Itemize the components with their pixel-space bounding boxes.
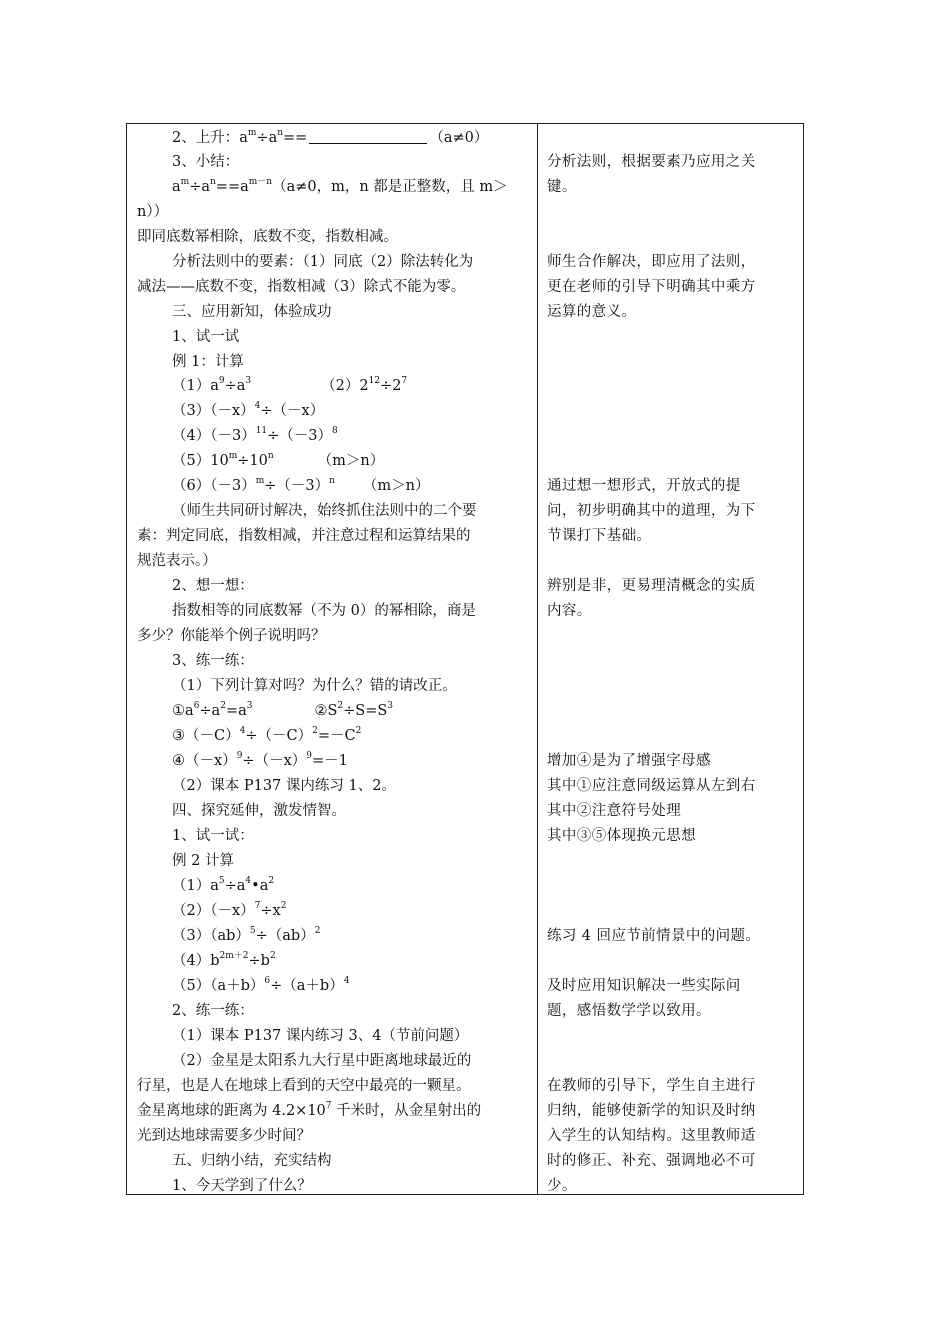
exercise-line: $(5)10^m\div 10^n$ （m＞n） (172, 451, 385, 469)
left-line: （师生共同研讨解决，始终抓住法则中的二个要 (172, 503, 477, 519)
note-line: 其中③⑤体现换元思想 (547, 828, 696, 844)
left-line: 2、上升：$a^m\div a^n== (a\ne 0)$ (172, 128, 489, 146)
exercise-line: $(3)(-x)^4\div(-x)$ (172, 401, 325, 419)
left-line: （1）下列计算对吗？为什么？错的请改正。 (172, 678, 457, 694)
note-line: 通过想一想形式，开放式的提 (547, 478, 741, 494)
note-line: 时的修正、补充、强调地必不可 (547, 1153, 756, 1169)
exercise-line: $(4)b^{2m+2}\div b^2$ (172, 951, 276, 969)
left-line: $a^m\div a^n==a^{m-n}(a\ne 0$，m，n 都是正整数，且 m＞ (172, 177, 508, 195)
note-line: 入学生的认知结构。这里教师适 (547, 1128, 756, 1144)
left-line: 例 2 计算 (172, 853, 234, 869)
note-line: 其中①应注意同级运算从左到右 (547, 778, 756, 794)
note-line: 更在老师的引导下明确其中乘方 (547, 279, 756, 295)
exercise-line: $(6)(-3)^m\div(-3)^n$ （m＞n） (172, 476, 430, 494)
section-heading: 五、归纳小结，充实结构 (172, 1153, 332, 1169)
exercise-line: （3）（ab）$^5$÷（ab）$^2$ (172, 926, 321, 944)
left-line: 1、今天学到了什么？ (172, 1178, 312, 1194)
note-line: 少。 (547, 1178, 577, 1194)
left-line: 即同底数幂相除，底数不变，指数相减。 (137, 229, 398, 245)
left-line: 例 1：计算 (172, 354, 244, 370)
left-line: （2）金星是太阳系九大行星中距离地球最近的 (172, 1053, 472, 1069)
left-line: 2、想一想： (172, 578, 254, 594)
left-line: （2）课本 P137 课内练习 1、2。 (172, 778, 396, 794)
left-line: 3、练一练： (172, 653, 254, 669)
exercise-line: $(5)(a+b)^6\div(a+b)^4$ (172, 976, 350, 994)
note-line: 辨别是非，更易理清概念的实质 (547, 578, 756, 594)
left-line: 分析法则中的要素：（1）同底（2）除法转化为 (172, 254, 474, 270)
note-line: 问，初步明确其中的道理，为下 (547, 503, 756, 519)
exercise-line: $(1)a^9\div a^3$ $(2)2^{12}\div 2^7$ (172, 376, 408, 394)
section-heading: 三、应用新知，体验成功 (172, 304, 332, 320)
note-line: 及时应用知识解决一些实际问 (547, 978, 741, 994)
left-line: 多少？你能举个例子说明吗？ (137, 628, 326, 644)
note-line: 分析法则，根据要素乃应用之关 (547, 154, 756, 170)
exercise-line: $(1)a^5\div a^4•a^2$ (172, 876, 275, 894)
note-line: 师生合作解决，即应用了法则， (547, 254, 756, 270)
exercise-line: $(4)(-3)^{11}\div(-3)^8$ (172, 426, 338, 444)
left-line: 金星离地球的距离为 $4.2\times 10^7$ 千米时，从金星射出的 (137, 1101, 482, 1119)
note-line: 节课打下基础。 (547, 528, 652, 544)
note-line: 键。 (547, 179, 577, 195)
note-line: 其中②注意符号处理 (547, 803, 682, 819)
left-line: 行星，也是人在地球上看到的天空中最亮的一颗星。 (137, 1078, 471, 1094)
note-line: 内容。 (547, 603, 592, 619)
lesson-table (126, 123, 804, 1195)
left-line: 指数相等的同底数幂（不为 0）的幂相除，商是 (172, 603, 476, 619)
note-line: 在教师的引导下，学生自主进行 (547, 1078, 756, 1094)
left-line: （1）课本 P137 课内练习 3、4（节前问题） (172, 1028, 469, 1044)
answer-blank (309, 130, 427, 144)
section-heading: 四、探究延伸，激发情智。 (172, 803, 346, 819)
left-line: n）） (137, 204, 169, 220)
note-line: 运算的意义。 (547, 304, 637, 320)
left-line: 素：判定同底，指数相减，并注意过程和运算结果的 (137, 528, 471, 544)
note-line: 增加④是为了增强字母感 (547, 753, 711, 769)
left-line: 规范表示。） (137, 553, 217, 569)
left-line: 减法——底数不变，指数相减（3）除式不能为零。 (137, 279, 466, 295)
left-line: 光到达地球需要多少时间？ (137, 1128, 311, 1144)
left-line: 3、小结： (172, 154, 240, 170)
note-line: 归纳，能够使新学的知识及时纳 (547, 1103, 756, 1119)
exercise-line: $③(-C)^4\div(-C)^2=-C^2$ (172, 726, 362, 744)
left-line: 2、练一练： (172, 1003, 254, 1019)
left-line: 1、试一试 (172, 329, 240, 345)
column-divider (537, 124, 538, 1194)
left-line: 1、试一试： (172, 828, 254, 844)
exercise-line: $(2)(-x)^7\div x^2$ (172, 901, 287, 919)
note-line: 练习 4 回应节前情景中的问题。 (547, 928, 761, 944)
note-line: 题，感悟数学学以致用。 (547, 1003, 711, 1019)
exercise-line: $①a^6\div a^2=a^3$ $②S^2\div S=S^3$ (172, 701, 394, 719)
exercise-line: $④(-x)^9\div(-x)^9=-1$ (172, 751, 348, 769)
